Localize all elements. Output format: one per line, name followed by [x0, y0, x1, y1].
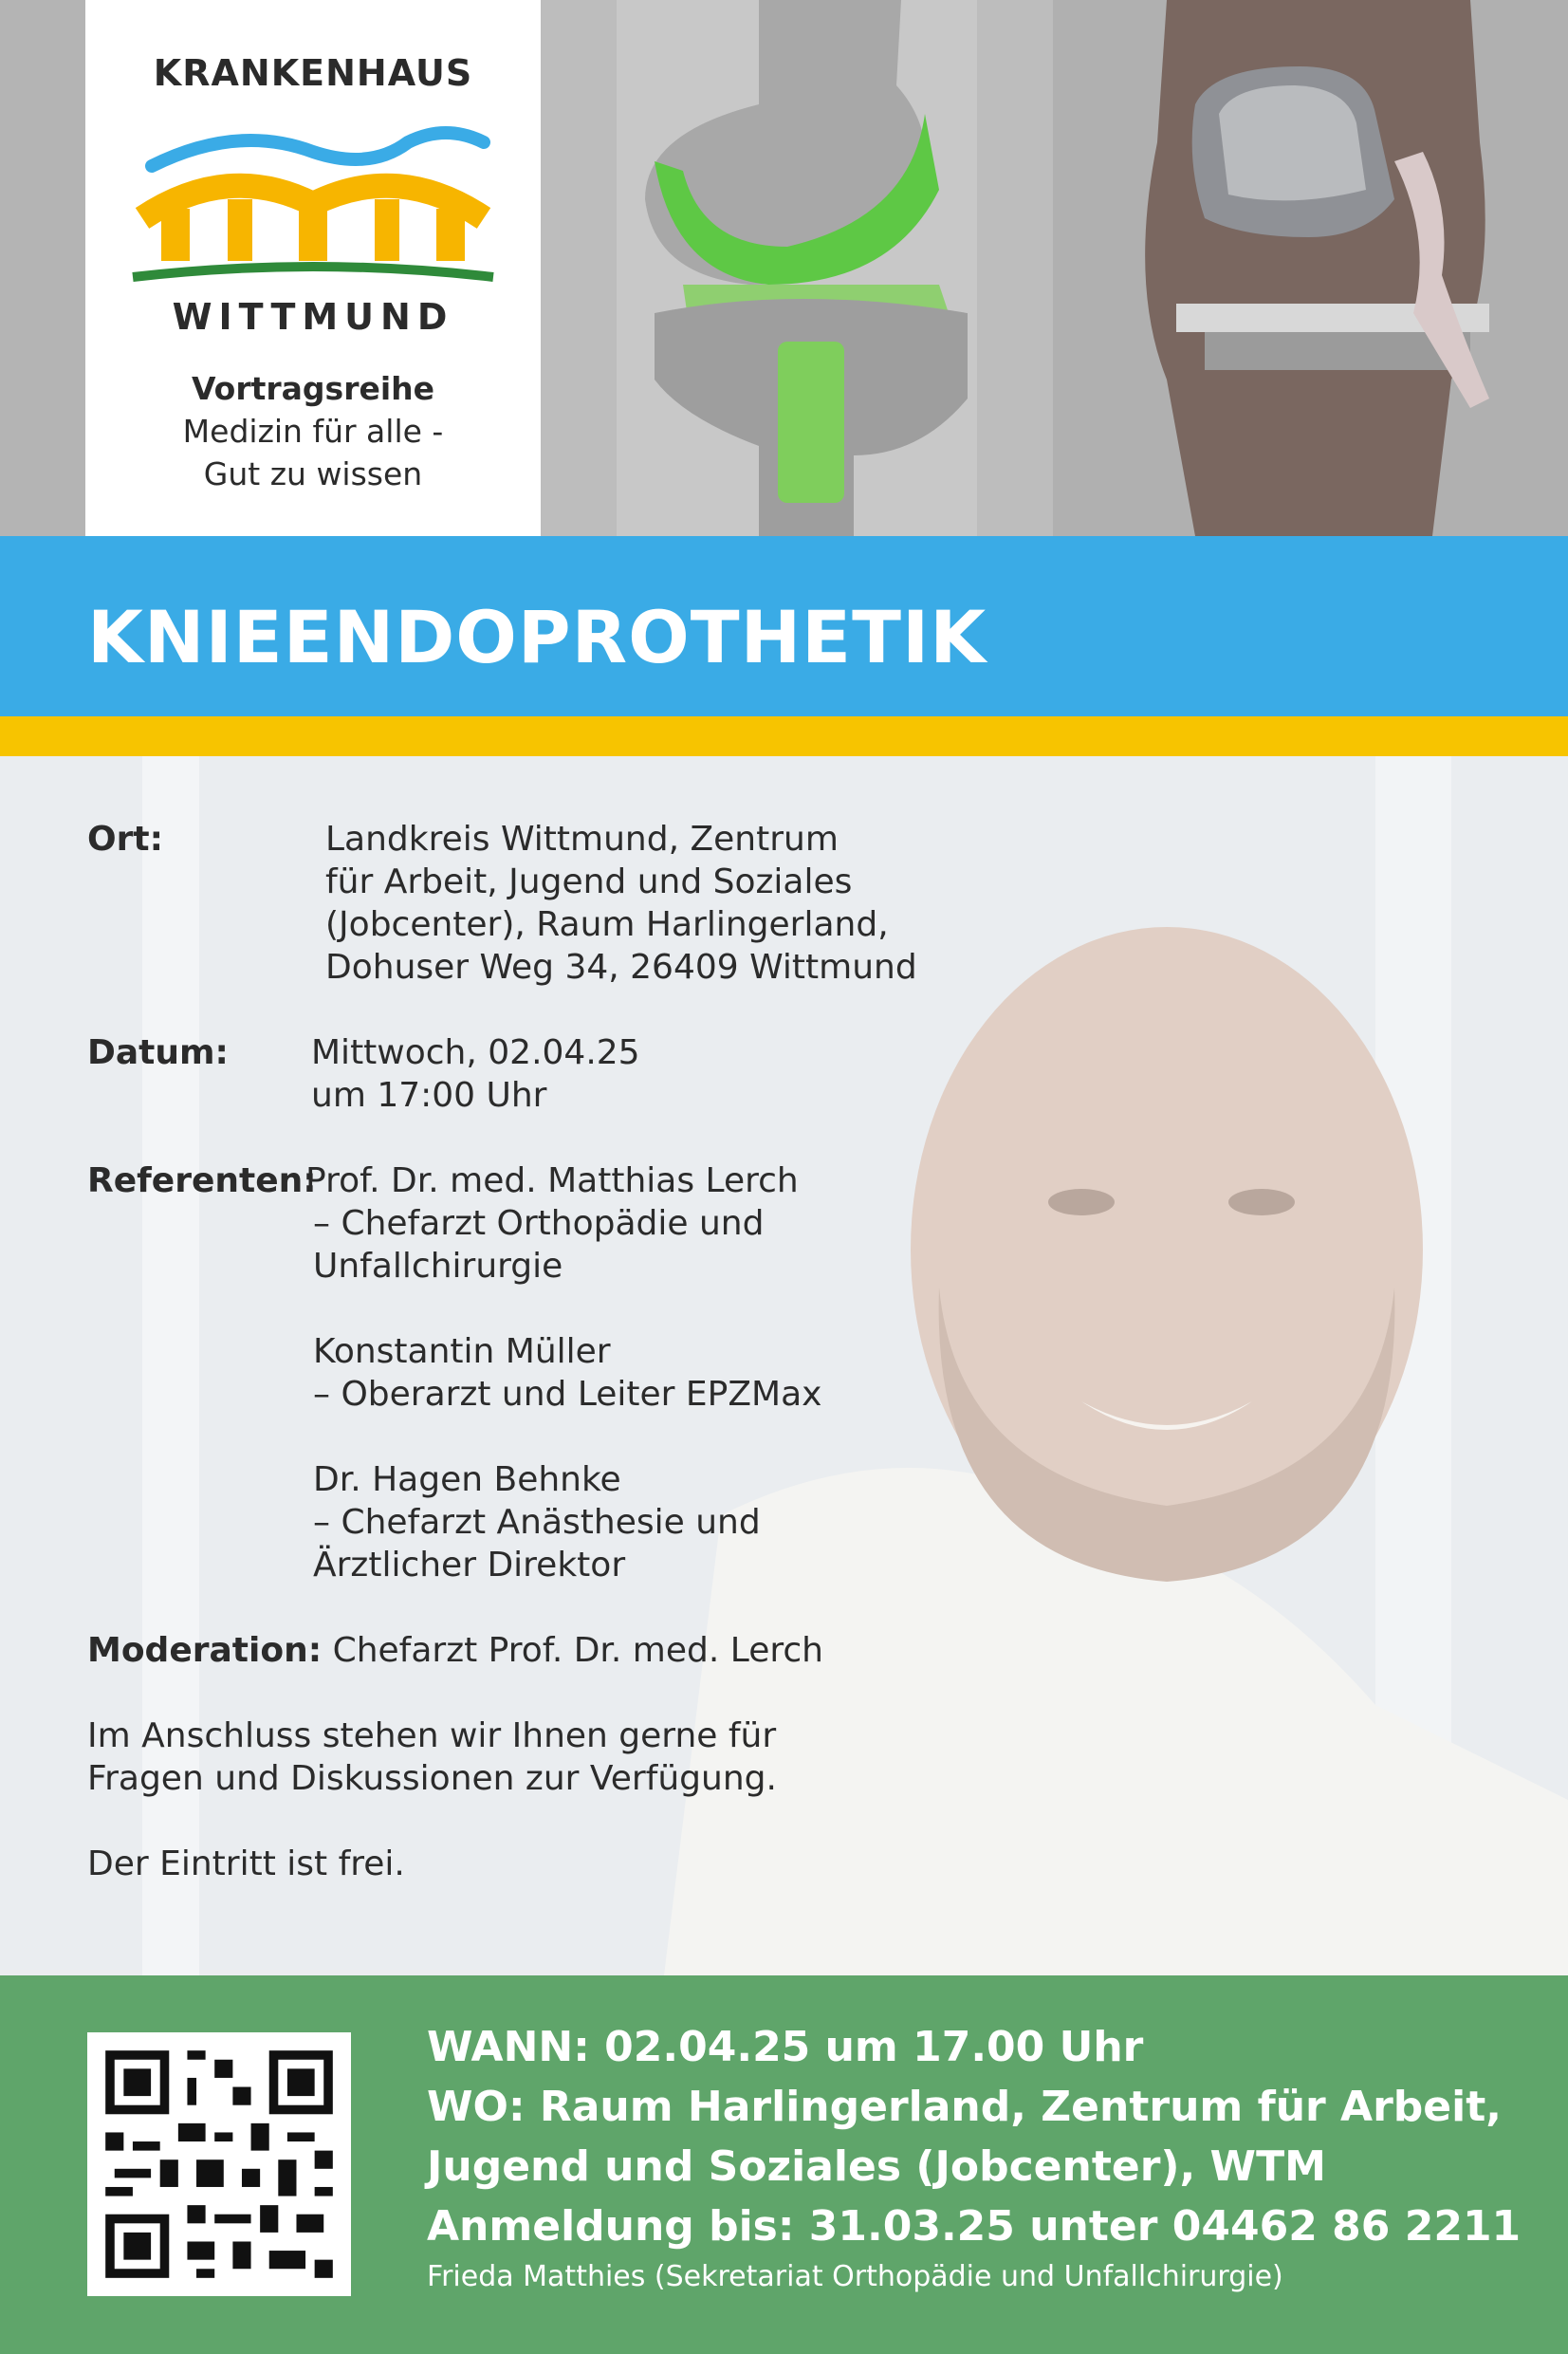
footer-where-cont: Jugend und Soziales (Jobcenter), WTM	[427, 2142, 1326, 2191]
knee-model-image	[541, 0, 1053, 536]
page-title: KNIEENDOPROTHETIK	[87, 595, 987, 679]
qr-code[interactable]	[87, 2032, 351, 2296]
referent-3: Dr. Hagen Behnke – Chefarzt Anästhesie und Ärztlicher Direktor	[313, 1460, 761, 1585]
title-band	[0, 536, 1568, 716]
logo-panel	[85, 0, 541, 536]
accent-stripe	[0, 716, 1568, 756]
ort-label: Ort:	[87, 820, 163, 859]
footer-registration: Anmeldung bis: 31.03.25 unter 04462 86 2211	[427, 2202, 1522, 2251]
series-line-1: Medizin für alle -	[182, 413, 444, 450]
series-title: Vortragsreihe	[191, 370, 435, 407]
ort-value: Landkreis Wittmund, Zentrum für Arbeit, Jugend und Soziales (Jobcenter), Raum Harlingerland, Dohuser Weg 34, 26409 Wittmund	[325, 820, 917, 987]
closing-text: Im Anschluss stehen wir Ihnen gerne für Fragen und Diskussionen zur Verfügung.	[87, 1716, 777, 1798]
header	[0, 0, 1568, 536]
knee-prosthesis-image	[1053, 0, 1568, 536]
qr-code-icon	[87, 2032, 351, 2296]
moderation: Moderation: Chefarzt Prof. Dr. med. Lerch	[87, 1631, 823, 1670]
event-details	[0, 756, 1568, 1975]
series-line-2: Gut zu wissen	[203, 455, 423, 492]
referent-1: Prof. Dr. med. Matthias Lerch – Chefarzt Orthopädie und Unfallchirurgie	[305, 1161, 799, 1286]
datum-value: Mittwoch, 02.04.25 um 17:00 Uhr	[311, 1033, 640, 1115]
referent-2: Konstantin Müller – Oberarzt und Leiter EPZMax	[313, 1332, 822, 1414]
hospital-logo-icon	[123, 114, 503, 294]
footer-contact: Frieda Matthies (Sekretariat Orthopädie und Unfallchirurgie)	[427, 2260, 1283, 2293]
footer	[0, 1975, 1568, 2354]
logo-bottom-text: WITTMUND	[172, 296, 454, 338]
footer-when: WANN: 02.04.25 um 17.00 Uhr	[427, 2023, 1144, 2071]
entry-note: Der Eintritt ist frei.	[87, 1844, 405, 1883]
footer-where: WO: Raum Harlingerland, Zentrum für Arbeit,	[427, 2083, 1502, 2131]
logo-top-text: KRANKENHAUS	[153, 52, 473, 94]
referenten-label: Referenten:	[87, 1161, 317, 1200]
datum-label: Datum:	[87, 1033, 229, 1072]
